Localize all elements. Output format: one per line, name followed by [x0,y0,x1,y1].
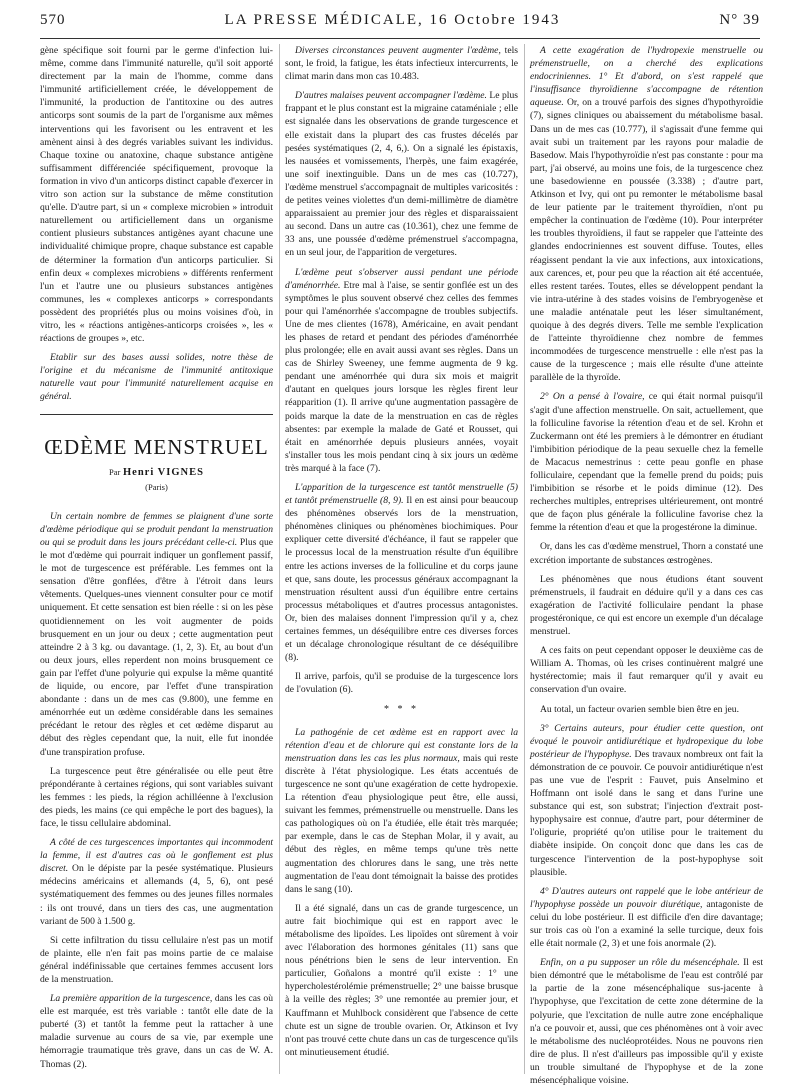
paragraph [530,390,763,534]
paragraph-lead: Un certain nombre de femmes se plaignent d'une sorte d'œdème périodique qui se produit pendant la menstruation ou qui se produit dans les jours précédant celle-ci. [40,510,273,548]
paragraph [530,956,763,1087]
column-1 [40,44,273,1074]
paragraph [530,44,763,384]
paragraph: Etablir sur des bases aussi solides, notre thèse de l'origine et du mécanisme de l'immunité antitoxique naturelle vaut pour l'immunité naturellement acquise en général. [40,352,273,403]
paragraph [530,722,763,879]
paragraph-lead: La pathogénie de cet œdème est en rapport avec la rétention d'eau et de chlorure qui est constante lors de la menstruation dans les cas les plus normaux, [285,726,518,764]
paragraph-lead: Enfin, on a pu supposer un rôle du mésencéphale. [540,957,740,969]
article-separator [40,414,273,415]
column-divider [279,44,280,1074]
paragraph-text: antagoniste de celui du lobe postérieur. Il est difficile d'en dire davantage; sur trois cas où l'on a examiné la selle turcique, deux fois elle était normale (2, 3) et une fois anormale (2). [530,898,763,950]
paragraph [285,44,518,83]
paragraph [530,885,763,950]
column-2 [285,44,518,1074]
page-number: 570 [40,12,66,28]
paragraph-text: Plus que le mot d'œdème qui pourrait indiquer un gonflement passif, le mot de turgescence est préférable. Les femmes ont la sensation d'être gonflées, d'être à l'étroit dans leurs vêtements. Quelques-unes viennent consulter pour ce motif uniquement. Et cette sensation est bien réelle : si on les pèse quotidiennement on les voit augmenter de poids brusquement en un jour ou deux ; cette augmentation peut atteindre 2 à 3 kg. ou davantage. (1, 2, 3). Et, au bout d'un ou deux jours, elles reperdent non moins brusquement ce gain par l'effet d'une polyurie qui expulse la même quantité de liquide, ou encore, par l'effet d'une transpiration abondante : dans un de mes cas (9.800), une femme en aménorrhée eut un œdème considérable dans les semaines précédant le retour des règles et cet œdème disparut au début des règles cependant que, la nuit, elle fut inondée d'une transpiration profuse. [40,537,273,758]
paragraph [285,89,518,259]
paragraph-text: Des travaux nombreux ont fait la démonstration de ce pouvoir. Ce pouvoir antidiurétique n'est pas une vue de l'esprit : Fauvet, puis Anselmino et Hoffmann ont isolé dans le sang et dans l'urine une substance qui est, son substrat; l'injection d'extrait post-hypophysaire est connue, d'autre part, pour déterminer de l'oligurie, propriété qu'on utilise pour le traitement du diabète insipide. On conçoit donc que dans les cas de turgescence l'intervention de la post-hypophyse soit plausible. [530,748,763,878]
paragraph-text: Or, on a trouvé parfois des signes d'hypothyroïdie (7), signes cliniques ou abaissement du métabolisme basal. Dans un de mes cas (10.777), il s'agissait d'une femme qui avait subi un traitement par les rayons pour maladie de Basedow. Mais l'hypothyroïdie n'est pas constante : pour ma part, j'ai observé, au moins une fois, de la turgescence chez une basedowienne en poussée (3.338) ; d'autre part, Atkinson et Ivy, qui ont pu remonter le métabolisme basal de leur patiente par le traitement thyroïdien, n'ont pu empêcher la continuation de l'œdème (10). Pour interpréter les troubles thyroïdiens, il faut se rappeler que l'atteinte des glandes endocriniennes est souvent diffuse. Toutes, elles réagissent pendant la vie aux infections, aux intoxications, aux carences, et, pour peu que la réaction ait été accentuée, elles restent tarées. Toutes, elles se développent pendant la vie intra-utérine à des stades voisins de l'embryogenèse et une maladie anténatale peut les léser simultanément, quoique à des degrés divers. Telle me semble l'explication de l'atteinte thyroïdienne chez nombre de femmes incommodées de turgescence menstruelle : elle n'est pas la cause de la turgescence ; mais elle résulte d'une atteinte parallèle de la thyroïde. [530,97,763,384]
paragraph-text: Il en est ainsi pour beaucoup des phénomènes observés lors de la menstruation, phénomènes cliniques ou phénomènes biochimiques. Pour expliquer cette diversité d'échéance, il faut se rappeler que le processus local de la menstruation résulte d'un équilibre entre les actions inverses de la folliculine et du corps jaune et que, sans doute, les processus généraux accompagnant la menstruation résultent aussi d'un équilibre entre certains processus métaboliques et d'autres processus antagonistes. Or, bien des malaises donnent l'impression qu'il y a, chez certaines femmes, un déséquilibre entre ces diverses forces et un décalage chronologique résultant de ce déséquilibre (8). [285,495,519,664]
paragraph: gène spécifique soit fourni par le germe d'infection lui-même, comme dans l'immunité naturelle, qu'il soit apporté directement par la main de l'homme, comme dans l'immunité artificiellement créée, le développement de l'immunité, la production de l'antitoxine ou des autres anticorps sont soumis de la part de l'organisme aux mêmes interventions qui les favorisent ou les entravent et les amènent ainsi à des degrés variables suivant les individus. Chaque toxine ou anatoxine, chaque substance antigène suffisamment différenciée spécifiquement, provoque la formation in vivo d'un anticorps distinct capable d'exercer in vitro son action sur la substance de même constitution qu'elle. D'autre part, si un « complexe microbien » introduit naturellement ou artificiellement dans un organisme contient plusieurs substances antigènes ayant chacune une individualité chimique propre, chaque substance est capable de déterminer la formation d'un anticorps particulier. Si enfin deux « complexes microbiens » différents renferment l'un et l'autre une ou plusieurs substances antigènes communes, les « complexes anticorps » correspondants possèdent des propriétés plus ou moins voisines d'où, in vitro, les « réactions antigènes-anticorps croisées », les « réactions de groupes », etc. [40,45,273,345]
paragraph [40,992,273,1071]
column-divider [524,44,525,1074]
column-3 [530,44,763,1087]
paragraph: Il arrive, parfois, qu'il se produise de la turgescence lors de l'ovulation (6). [285,671,518,696]
paragraph: Si cette infiltration du tissu cellulaire n'est pas un motif de plainte, elle n'en fait pas moins partie de ce malaise général indéfinissable que certaines femmes accusent lors de la menstruation. [40,934,273,985]
paragraph-lead: A côté de ces turgescences importantes qui incommodent la femme, il est d'autres cas où le gonflement est plus discret. [40,837,273,875]
paragraph-text: mais qui reste discrète à l'état physiologique. Les états accentués de turgescence ne sont qu'une exagération de cette hydropexie. La rétention d'eau physiologique peut être, elle aussi, suivant les femmes, prémenstruelle ou menstruelle. Dans les cas pathologiques où on l'a étudiée, elle était très marquée; par exemple, dans le cas de Stephan Molar, il y avait, au début des règles, en même temps qu'une très nette augmentation des chlorures dans le sang, une très nette augmentation de l'eau dont témoignait la baisse des protides dans le sang (10). [285,752,518,895]
paragraph: Il a été signalé, dans un cas de grande turgescence, un autre fait biochimique qui est en rapport avec le métabolisme des lipoïdes. Les lipoïdes ont sûrement à voir avec l'élaboration des hormones génitales (11) sans que nous pénétrions bien le sens de leur intervention. En particulier, Goñalons a montré qu'il existe : 1° une hypercholestérolémie prémenstruelle; 2° une baisse brusque à la veille des règles; 3° une remontée au premier jour, et Kauffmann et Muhlbock considèrent que l'absence de cette chute est un signe de trouble ovarien. Or, Atkinson et Ivy n'ont pas trouvé cette chute dans un cas de turgescence qu'ils ont minutieusement étudié. [285,902,518,1058]
section-stars: * * * [384,703,419,715]
paragraph [285,726,518,896]
paragraph [285,266,518,476]
paragraph-lead: La première apparition de la turgescence, [50,993,213,1005]
author-place: (Paris) [145,481,168,492]
paragraph-lead: 4° D'autres auteurs ont rappelé que le lobe antérieur de l'hypophyse possède un pouvoir diurétique, [530,885,763,910]
paragraph: Les phénomènes que nous étudions étant souvent prémenstruels, il faudrait en déduire qu'il y a dans ces cas exagération de l'activité folliculaire pendant la phase progestéronique, ce qui est encore un exemple d'un décalage menstruel. [530,573,763,638]
paragraph-text: On le dépiste par la pesée systématique. Plusieurs médecins américains et allemands (4, 5, 6), ont pesé systématiquement des femmes ou des jeunes filles normales : ils ont trouvé, dans un tiers des cas, une augmentation variant de 500 à 1.500 g. [40,863,273,927]
paragraph-lead: D'autres malaises peuvent accompagner l'œdème. [295,90,487,102]
byline [40,466,273,479]
article-title: ŒDÈME MENSTRUEL [44,434,269,459]
paragraph [40,836,273,928]
paragraph: Au total, un facteur ovarien semble bien être en jeu. [540,703,739,715]
paragraph-text: Etre mal à l'aise, se sentir gonflée est un des symptômes le plus souvent observé chez celles des femmes pour qui l'aménorrhée s'accompagne de troubles subjectifs. Une de mes clientes (1678), Américaine, en avait pendant les phases de retard et pendant des périodes d'aménorrhée plus prolongée; elle en avait aussi avant ses règles. Dans un cas de Shirley Sweeney, une femme augmenta de 9 kg. pendant une aménorrhée qui dura six mois et maigrit d'autant en quelques jours lorsque les règles firent leur réapparition (1). Il arrive qu'une augmentation passagère de poids marque la date de la menstruation en cas de règles absentes: par exemple la malade de Gaté et Rousset, qui était en aménorrhée depuis plusieurs années, voyait s'installer tous les mois pendant cinq à six jours un œdème très marqué à la face (7). [285,279,518,474]
paragraph-lead: Diverses circonstances peuvent augmenter l'œdème, [295,45,501,56]
paragraph-text: dans les cas où elle est marquée, est très variable : tantôt elle date de la puberté (3) et tantôt la femme peut la rattacher à une maladie survenue au cours de sa vie, par exemple une hémorragie traumatique très grave, dans un cas de W. A. Thomas (2). [40,993,273,1070]
paragraph-lead: L'apparition de la turgescence est tantôt menstruelle (5) et tantôt prémenstruelle (8, 9). [285,482,518,507]
paragraph-lead: A cette exagération de l'hydropexie menstruelle ou prémenstruelle, on a cherché des explications endocriniennes. 1° Et d'abord, on s'est rappelé que l'insuffisance thyroïdienne s'accompagne de rétention aqueuse. [530,45,763,109]
header-rule [40,38,760,39]
paragraph [285,481,518,664]
page-header [40,12,760,36]
paragraph [40,510,273,759]
paragraph-lead: L'œdème peut s'observer aussi pendant une période d'aménorrhée. [285,266,518,291]
paragraph: La turgescence peut être généralisée ou elle peut être prépondérante à certaines régions, qui sont variables suivant les femmes : les pieds, la région achilléenne à l'exclusion des pieds, les mains (ce qui empêche le port des bagues), la face, le tissu cellulaire abdominal. [40,765,273,829]
paragraph: A ces faits on peut cependant opposer le deuxième cas de William A. Thomas, où les crises continuèrent malgré une hystérectomie; mais il faut remarquer qu'il y avait eu conservation d'un ovaire. [530,645,763,696]
paragraph-text: tels sont, le froid, la fatigue, les états infectieux intercurrents, le climat marin dans mon cas 10.483. [285,45,518,83]
issue-number: N° 39 [719,12,760,28]
byline-par: Par [109,466,121,477]
paragraph: Or, dans les cas d'œdème menstruel, Thorn a constaté une excrétion importante de substances œstrogènes. [530,541,763,566]
paragraph-lead: 3° Certains auteurs, pour étudier cette question, ont évoqué le pouvoir antidiurétique et hydropexique du lobe postérieur de l'hypophyse. [530,722,763,760]
paragraph-text: Le plus frappant et le plus constant est la migraine cataméniale ; elle est signalée dans les observations de grande turgescence et elle existait dans la plupart des cas frustes décelés par pesées systématiques (2, 4, 6,). On a signalé les épistaxis, les nausées et vomissements, l'herpès, une faim exagérée, une soif inextinguible. Dans un de mes cas (10.727), l'œdème menstruel s'accompagnait de multiples varicosités : de petites veines violettes d'un demi-millimètre de diamètre apparaissaient au premier jour des règles et disparaissaient au second. Dans un autre cas (10.361), chez une femme de 33 ans, une poussée d'œdème prémenstruel s'accompagna, en un seul jour, de l'apparition de vergetures. [285,90,518,259]
author-name: Henri VIGNES [123,466,204,478]
journal-title: LA PRESSE MÉDICALE, 16 Octobre 1943 [224,12,561,28]
paragraph-text: Il est bien démontré que le métabolisme de l'eau est contrôlé par la partie de la zone mésencéphalique sus-jacente à l'hypophyse, que l'excitation de cette zone détermine de la polyurie, que l'excitation de nulle autre zone encéphalique n'a ce pouvoir et, aussi, que ces phénomènes ont à voir avec le métabolisme des nucléoprotéides. Nous ne pouvons rien dire de plus. Il n'est d'ailleurs pas impossible qu'il y existe un trouble simultané de l'hypophyse et de la zone mésencéphalique voisine. [530,957,763,1087]
paragraph-text: ce qui était normal puisqu'il s'agit d'une affection menstruelle. On sait, actuellement, que la folliculine favorise la rétention d'eau et de sel. Krohn et Zuckermann ont été les premiers à le démontrer en étudiant l'imbibition périodique de la peau sexuelle chez la femelle de Macacus nemestrinus : cette peau gonfle en phase folliculaire, cependant que la femelle prend du poids; puis l'imbibition se résorbe et le poids diminue (12). Des recherches multiples, entreprises ultérieurement, ont montré que de façon plus générale la folliculine favorise chez la femme la rétention d'eau et que la progestérone la diminue. [530,391,763,534]
paragraph-lead: 2° On a pensé à l'ovaire, [540,391,645,403]
